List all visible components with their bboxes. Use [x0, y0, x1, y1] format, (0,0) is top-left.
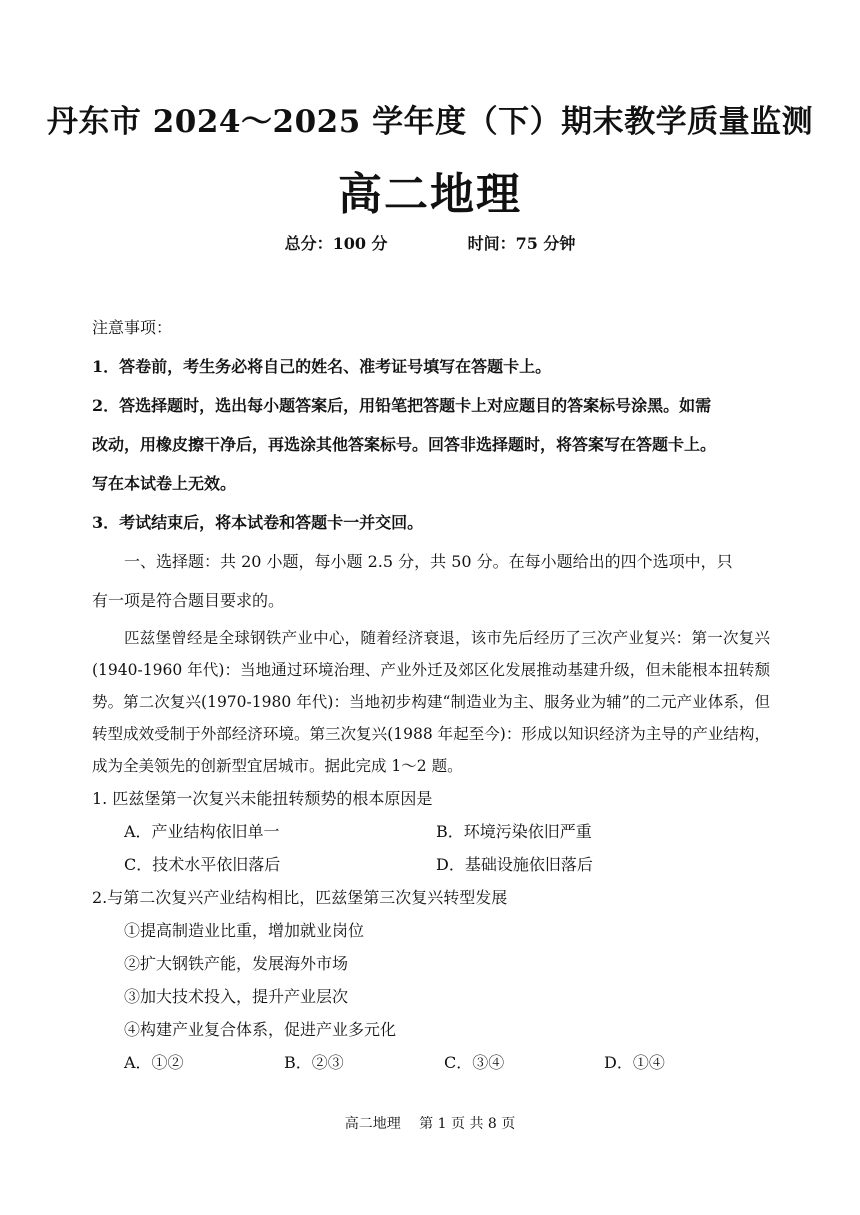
- total-score: 总分：100 分: [284, 234, 388, 253]
- statement-1: ①提高制造业比重，增加就业岗位: [124, 921, 365, 940]
- notice-heading: 注意事项：: [92, 318, 173, 337]
- question-1-options-row-2: [92, 848, 770, 881]
- option-a: A．①②: [124, 1053, 184, 1072]
- page-footer: 高二地理 第 1 页 共 8 页: [344, 1116, 516, 1132]
- question-2-stem: 2.与第二次复兴产业结构相比，匹兹堡第三次复兴转型发展: [92, 888, 508, 907]
- reading-passage: 匹兹堡曾经是全球钢铁产业中心，随着经济衰退，该市先后经历了三次产业复兴：第一次复兴(1940-1960 年代)：当地通过环境治理、产业外迁及郊区化发展推动基建升级，但未能根本扭转颓势。第二次复兴(1970-1980 年代)：当地初步构建“制造业为主、服务业为辅”的二元产业体系，但转型成效受制于外部经济环境。第三次复兴(1988 年起至今)：形成以知识经济为主导的产业结构，成为全美领先的创新型宜居城市。据此完成 1～2 题。: [92, 629, 770, 775]
- option-c: C．③④: [444, 1053, 505, 1072]
- exam-time: 时间：75 分钟: [467, 234, 576, 253]
- statement-2: ②扩大钢铁产能，发展海外市场: [124, 954, 349, 973]
- statement-3: ③加大技术投入，提升产业层次: [124, 987, 349, 1006]
- notice-item-2-cont: 改动，用橡皮擦干净后，再选涂其他答案标号。回答非选择题时，将答案写在答题卡上。: [92, 435, 717, 454]
- option-d: D．①④: [604, 1053, 665, 1072]
- question-2-options: [92, 1046, 770, 1079]
- exam-content: [92, 308, 770, 1079]
- question-1-stem: 1. 匹兹堡第一次复兴未能扭转颓势的根本原因是: [92, 789, 433, 808]
- notice-item-3: 3．考试结束后，将本试卷和答题卡一并交回。: [92, 513, 424, 532]
- notice-item-1: 1．答卷前，考生务必将自己的姓名、准考证号填写在答题卡上。: [92, 357, 552, 376]
- question-1-options-row-1: [92, 815, 770, 848]
- exam-meta: [0, 231, 860, 254]
- section-heading: 一、选择题：共 20 小题，每小题 2.5 分，共 50 分。在每小题给出的四个选项中，只: [124, 552, 733, 571]
- option-d: D．基础设施依旧落后: [436, 855, 593, 874]
- statement-4: ④构建产业复合体系，促进产业多元化: [124, 1020, 397, 1039]
- notice-item-2: 2．答选择题时，选出每小题答案后，用铅笔把答题卡上对应题目的答案标号涂黑。如需: [92, 396, 712, 415]
- subject-title: 高二地理: [338, 169, 522, 220]
- option-c: C．技术水平依旧落后: [124, 855, 281, 874]
- option-a: A．产业结构依旧单一: [124, 822, 280, 841]
- option-b: B．环境污染依旧严重: [436, 822, 592, 841]
- section-heading-cont: 有一项是符合题目要求的。: [92, 591, 285, 610]
- option-b: B．②③: [284, 1053, 344, 1072]
- notice-item-2-end: 写在本试卷上无效。: [92, 474, 237, 493]
- exam-title: 丹东市 2024～2025 学年度（下）期末教学质量监测: [46, 104, 814, 140]
